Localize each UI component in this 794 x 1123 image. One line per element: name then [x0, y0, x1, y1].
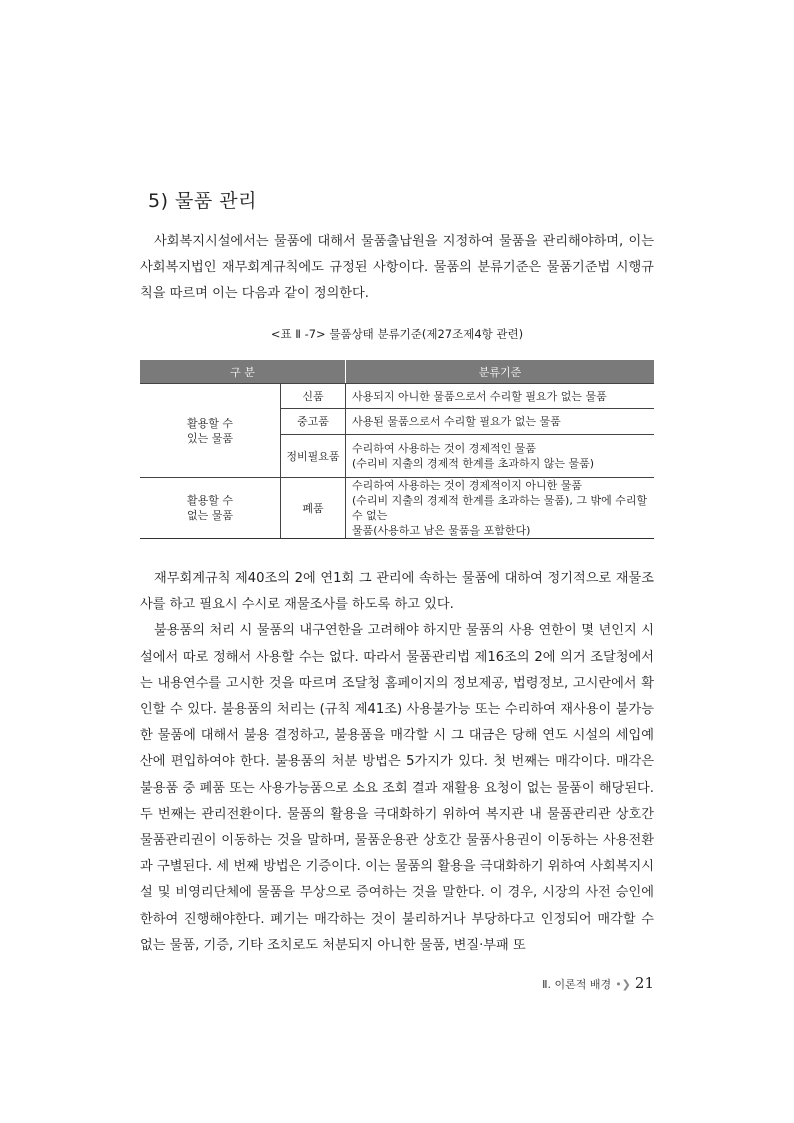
- table-row: [140, 478, 654, 539]
- criteria-line: 물품(사용하고 남은 물품을 포함한다): [352, 524, 531, 537]
- item-cell: 중고품: [281, 409, 346, 435]
- criteria-cell: [346, 478, 655, 539]
- item-cell: 정비필요품: [281, 435, 346, 478]
- page-number: 21: [634, 974, 654, 992]
- criteria-line: 사용된 물품으로서 수리할 필요가 없는 물품: [352, 415, 561, 428]
- criteria-line: 사용되지 아니한 물품으로서 수리할 필요가 없는 물품: [352, 389, 607, 403]
- group-cell: [140, 478, 281, 539]
- body-text: [140, 566, 654, 959]
- intro-paragraph: 사회복지시설에서는 물품에 대해서 물품출납원을 지정하여 물품을 관리해야하며, 이는 사회복지법인 재무회계규칙에도 규정된 사항이다. 물품의 분류기준은 물품기준법 시행규칙을 따르며 이는 다음과 같이 정의한다.: [140, 234, 654, 302]
- criteria-line: 수리하여 사용하는 것이 경제적이지 아니한 물품: [352, 479, 583, 492]
- group-label-line: 있는 물품: [186, 431, 233, 445]
- criteria-line: (수리비 지출의 경제적 한계를 초과하는 물품), 그 밖에 수리할 수 없는: [352, 494, 648, 522]
- section-title: 5) 물품 관리: [148, 190, 257, 212]
- group-label-line: 없는 물품: [186, 509, 233, 522]
- header-criteria: 분류기준: [346, 360, 655, 384]
- table-caption: <표 Ⅱ -7> 물품상태 분류기준(제27조제4항 관련): [270, 327, 524, 341]
- item-cell: 신품: [281, 384, 346, 409]
- running-chapter-title: Ⅱ. 이론적 배경: [542, 978, 612, 991]
- criteria-cell: [346, 435, 655, 478]
- group-label-line: 활용할 수: [186, 416, 233, 430]
- classification-table: [140, 360, 654, 539]
- criteria-line: (수리비 지출의 경제적 한계를 초과하지 않는 물품): [352, 457, 595, 470]
- body-paragraph: 불용품의 처리 시 물품의 내구연한을 고려해야 하지만 물품의 사용 연한이 몇 년인지 시설에서 따로 정해서 사용할 수는 없다. 따라서 물품관리법 제16조의 2에 의거 조달청에서는 내용연수를 고시한 것을 따르며 조달청 홈페이지의 정보제공, 법령정보, 고시란에서 확인할 수 있다. 불용품의 처리는 (규칙 제41조) 사용불가능 또는 수리하여 재사용이 불가능한 물품에 대해서 불용 결정하고, 불용품을 매각할 시 그 대금은 당해 연도 시설의 세입예산에 편입하여야 한다. 불용품의 처분 방법은 5가지가 있다. 첫 번째는 매각이다. 매각은 불용품 중 폐품 또는 사용가능품으로 소요 조회 결과 재활용 요청이 없는 물품이 해당된다. 두 번째는 관리전환이다. 물품의 활용을 극대화하기 위하여 복지관 내 물품관리관 상호간 물품관리권이 이동하는 것을 말하며, 물품운용관 상호간 물품사용권이 이동하는 사용전환과 구별된다. 세 번째 방법은 기증이다. 이는 물품의 활용을 극대화하기 위하여 사회복지시설 및 비영리단체에 물품을 무상으로 증여하는 것을 말한다. 이 경우, 시장의 사전 승인에 한하여 진행해야한다. 폐기는 매각하는 것이 불리하거나 부당하다고 인정되어 매각할 수 없는 물품, 기증, 기타 조치로도 처분되지 아니한 물품, 변질·부패 또: [140, 623, 654, 953]
- group-label-line: 활용할 수: [186, 494, 233, 507]
- group-cell: [140, 384, 281, 478]
- header-category: 구 분: [140, 360, 346, 384]
- table-row: [140, 384, 654, 409]
- page-footer: [400, 974, 654, 992]
- chevron-right-icon: •❯: [615, 978, 631, 991]
- item-cell: 폐품: [281, 478, 346, 539]
- criteria-cell: [346, 409, 655, 435]
- body-paragraph: 재무회계규칙 제40조의 2에 연1회 그 관리에 속하는 물품에 대하여 정기적으로 재물조사를 하고 필요시 수시로 재물조사를 하도록 하고 있다.: [140, 571, 654, 613]
- table-header-row: [140, 360, 654, 384]
- criteria-line: 수리하여 사용하는 것이 경제적인 물품: [352, 442, 537, 455]
- criteria-cell: [346, 384, 655, 409]
